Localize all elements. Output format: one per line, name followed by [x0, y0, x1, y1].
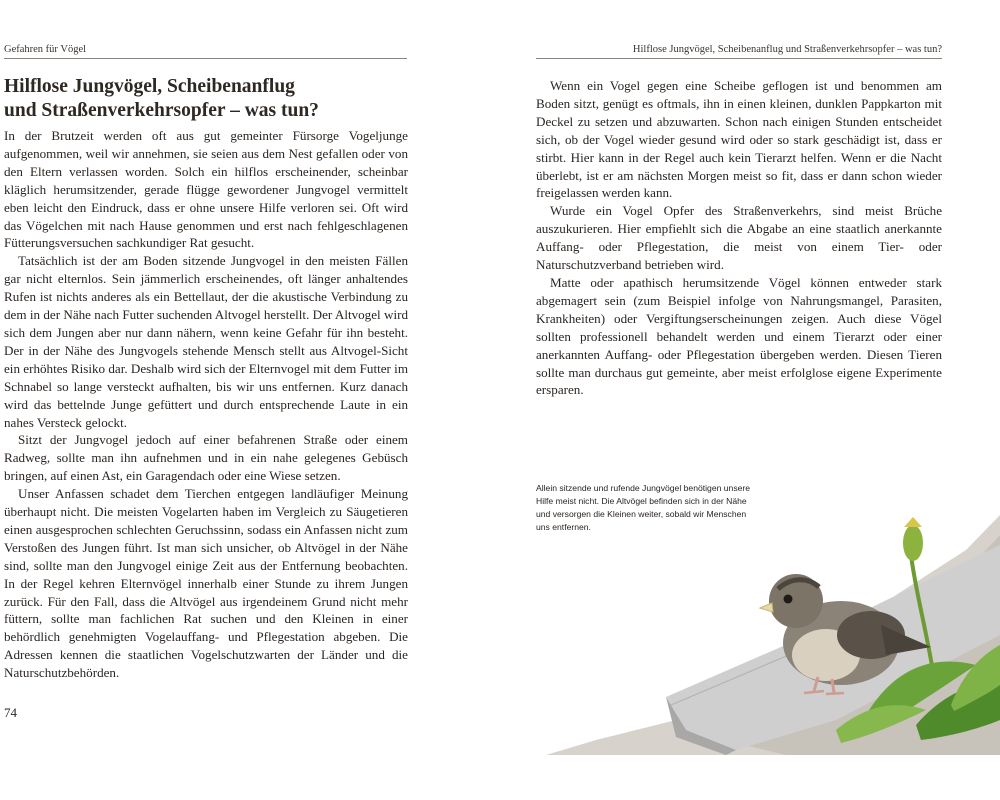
fledgling-bird-illustration [536, 515, 1000, 755]
running-head-right: Hilflose Jungvögel, Scheibenanflug und Straßenverkehrsopfer – was tun? [536, 44, 942, 59]
right-text-column [536, 77, 942, 399]
bud-tip [904, 517, 922, 527]
paragraph: In der Brutzeit werden oft aus gut gemeinter Fürsorge Vogeljunge aufgenommen, weil wir annehmen, sie seien aus dem Nest gefallen oder von den Eltern verlassen worden. Solch ein hilflos erscheinender, scheinbar kläglich herumsitzender, gerade flügge gewordener Jungvogel vermittelt eben leicht den Eindruck, dass er ohne unsere Hilfe verloren sei. Oft wird das Vögelchen mit nach Hause genommen und erst nach fehlgeschlagenen Fütterungsversuchen sachkundiger Rat gesucht. [4, 128, 408, 251]
image-caption: Allein sitzende und rufende Jungvögel benötigen unsere Hilfe meist nicht. Die Altvögel befinden sich in der Nähe und versorgen die Kleinen weiter, sobald wir Menschen uns entfernen. [536, 483, 751, 532]
paragraph: Unser Anfassen schadet dem Tierchen entgegen landläufiger Meinung überhaupt nicht. Die meisten Vogelarten haben im Vergleich zu Säugetieren einen ausgesprochen schlechten Geruchssinn, sodass ein Anfassen nicht zum Verstoßen des Jungen führt. Ist man sich unsicher, ob Altvögel in der Nähe sind, sollte man den Jungvogel einige Zeit aus der Entfernung beobachten. In der Regel kehren Elternvögel innerhalb einer Stunde zu ihrem Jungen zurück. Für den Fall, dass die Altvögel aus irgendeinem Grund nicht mehr füttern, sollte man fachlichen Rat suchen und den Kleinen in einer behördlich genehmigten Vogelauffang- und Pflegestation abgeben. Die Adressen kennen die staatlichen Vogelschutzwarten der Länder und die Naturschutzbehörden. [4, 486, 408, 681]
paragraph: Wurde ein Vogel Opfer des Straßenverkehrs, sind meist Brüche auszukurieren. Hier empfiehlt sich die Abgabe an eine staatlich anerkannte Auffang- oder Pflegestation, die meist von einem Tier- oder Naturschutzverband betrieben wird. [536, 203, 942, 273]
paragraph: Wenn ein Vogel gegen eine Scheibe geflogen ist und benommen am Boden sitzt, genügt es oftmals, ihn in einen kleinen, dunklen Pappkarton mit Deckel zu setzen und abzuwarten. Schon nach einigen Stunden entscheidet sich, ob der Vogel wieder gesund wird oder so stark geschädigt ist, dass er stirbt. Hier kann in der Regel auch kein Tierarzt helfen. Wenn er die Nacht überlebt, ist er am nächsten Morgen meist so fit, dass er dann schon wieder freigelassen werden kann. [536, 78, 942, 201]
dandelion-bud [903, 525, 923, 561]
paragraph: Matte oder apathisch herumsitzende Vögel können entweder stark abgemagert sein (zum Beispiel infolge von Nahrungsmangel, Parasiten, Krankheiten) oder Vergiftungserscheinungen zeigen. Auch diese Vögel sollten professionell behandelt werden und einem Tierarzt oder einer anerkannten Auffang- oder Pflegestation übergeben werden. Diesen Tieren sollte man durchaus gut gemeinte, aber meist erfolglose eigene Experimente ersparen. [536, 274, 942, 398]
title-line-1: Hilflose Jungvögel, Scheibenanflug [4, 76, 295, 97]
bird-beak [760, 603, 773, 612]
page-number: 74 [4, 705, 17, 720]
bird-eye [784, 595, 793, 604]
left-text-column [4, 127, 408, 682]
title-line-2: und Straßenverkehrsopfer – was tun? [4, 100, 319, 121]
page-title [4, 75, 408, 123]
paragraph: Sitzt der Jungvogel jedoch auf einer befahrenen Straße oder einem Radweg, sollte man ihn aufnehmen und in ein nahe gelegenes Gebüsch bringen, auf einen Ast, ein Garagendach oder eine Wiese setzen. [4, 432, 408, 484]
paragraph: Tatsächlich ist der am Boden sitzende Jungvogel in den meisten Fällen gar nicht elternlos. Sein jämmerlich erscheinendes, oft länger anhaltendes Rufen ist nichts anderes als ein Bettellaut, der die akustische Verbindung zu dem in der Nähe nach Futter suchenden Altvogel herstellt. Der Altvogel wird sich dem Jungen aber nur dann nähern, wenn keine Gefahr für ihn besteht. Der in der Nähe des Jungvogels stehende Mensch stellt aus Altvogel-Sicht ein erhöhtes Risiko dar. Deshalb wird sich der Elternvogel mit dem Futter im Schnabel so lange versteckt aufhalten, bis wir uns entfernen. Kurz danach wird das bettelnde Junge gefüttert und durch entsprechende Laute in ein nahes Versteck gelockt. [4, 253, 409, 430]
running-head-left: Gefahren für Vögel [4, 44, 407, 59]
